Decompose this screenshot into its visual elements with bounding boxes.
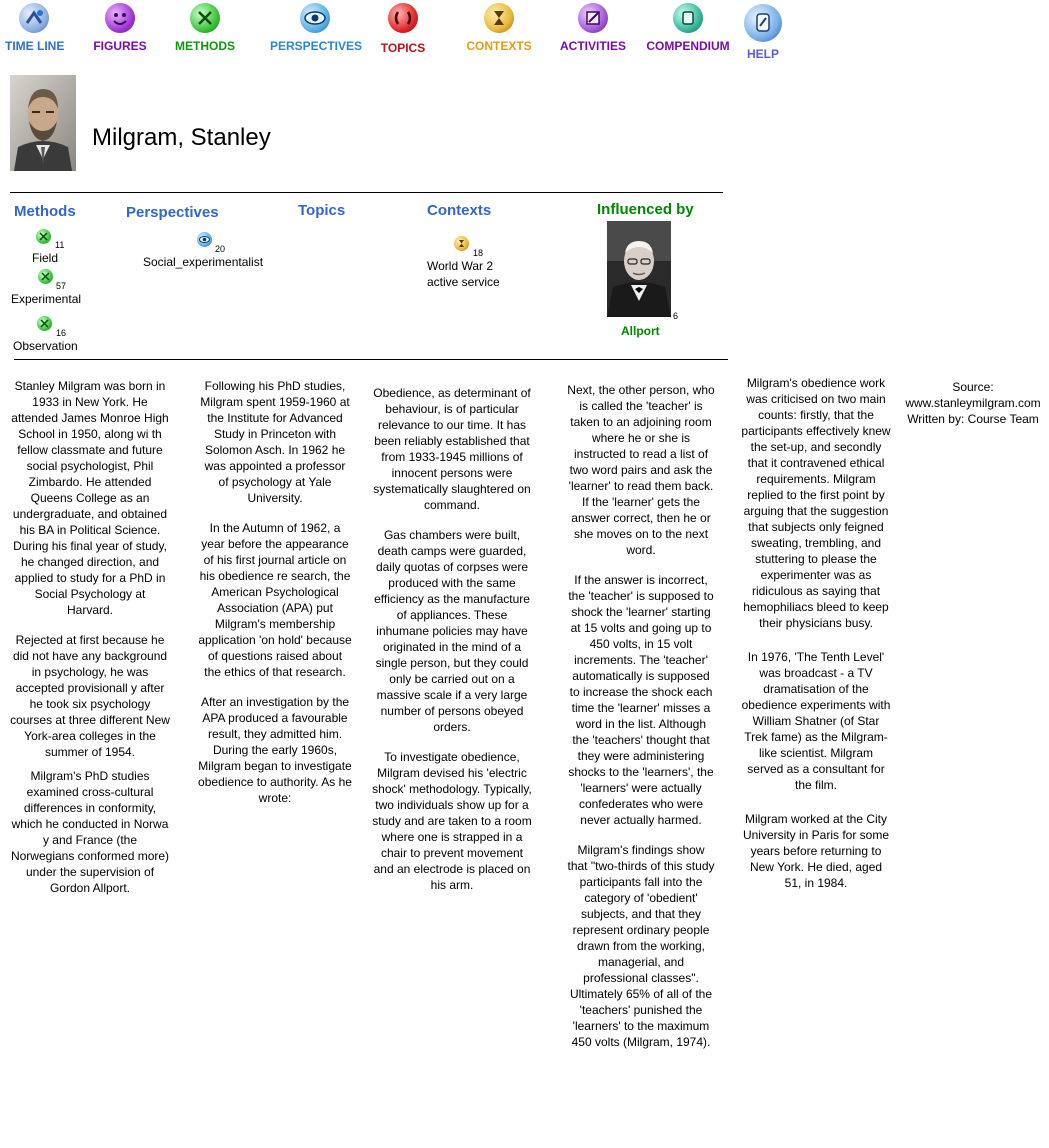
nav-figures[interactable] bbox=[92, 3, 148, 53]
col3-para-3: To investigate obedience, Milgram devised his 'electric shock' methodology. Typically, two individuals show up for a study and are taken to a room where one is strapped in a chair to prevent movement and an electrode is placed on his arm. bbox=[372, 750, 532, 892]
topics-icon bbox=[388, 3, 418, 33]
nav-perspectives-label: PERSPECTIVES bbox=[270, 39, 363, 53]
nav-contexts[interactable] bbox=[466, 3, 532, 53]
compendium-icon bbox=[673, 3, 703, 33]
context-ww2-label-2[interactable]: active service bbox=[427, 275, 500, 289]
milgram-portrait bbox=[10, 75, 76, 171]
allport-portrait[interactable] bbox=[607, 221, 671, 317]
divider-top bbox=[10, 192, 723, 193]
help-icon bbox=[744, 4, 782, 42]
context-ww2-label-1[interactable]: World War 2 bbox=[427, 259, 494, 273]
nav-help-label: HELP bbox=[746, 47, 779, 61]
source-column bbox=[897, 379, 1049, 427]
nav-compendium-label: COMPENDIUM bbox=[646, 39, 730, 53]
nav-activities-label: ACTIVITIES bbox=[560, 39, 627, 53]
perspective-social-label[interactable]: Social_experimentalist bbox=[143, 255, 264, 269]
col5-para-2: In 1976, 'The Tenth Level' was broadcast - a TV dramatisation of the obedience experiments with William Shatner (of Star Trek fame) as the Milgram-like scientist. Milgram served as a consultant for the film. bbox=[741, 650, 891, 792]
nav-topics-label: TOPICS bbox=[380, 41, 426, 55]
allport-count: 6 bbox=[673, 311, 679, 321]
nav-compendium[interactable] bbox=[646, 3, 730, 53]
col5-para-3: Milgram worked at the City University in Paris for some years before returning to New York. He died, aged 51, in 1984. bbox=[742, 812, 890, 890]
nav-activities[interactable] bbox=[560, 3, 626, 53]
figure-name: Milgram, Stanley bbox=[92, 124, 271, 151]
context-ww2-count: 18 bbox=[473, 248, 484, 258]
influenced-heading: Influenced by bbox=[597, 201, 694, 218]
text-column-4 bbox=[566, 382, 716, 1064]
text-column-3 bbox=[372, 385, 532, 907]
perspective-social-icon[interactable] bbox=[197, 232, 212, 247]
timeline-icon bbox=[19, 3, 49, 33]
col1-para-1: Stanley Milgram was born in 1933 in New York. He attended James Monroe High School in 1950, along wi th fellow classmate and future social psychologist, Phil Zimbardo. He attended Queens College as an undergraduate, and obtained his BA in Political Science. During his final year of study, he changed direction, and applied to study for a PhD in Social Psychology at Harvard. bbox=[11, 379, 169, 617]
perspective-social-count: 20 bbox=[215, 244, 226, 254]
context-ww2-icon[interactable] bbox=[454, 236, 469, 251]
col3-para-1: Obedience, as determinant of behaviour, is of particular relevance to our time. It has been reliably established that from 1933-1945 millions of innocent persons were systematically slaughtered on command. bbox=[373, 386, 531, 512]
nav-figures-label: FIGURES bbox=[93, 39, 147, 53]
activities-icon bbox=[578, 3, 608, 33]
col3-para-2: Gas chambers were built, death camps were guarded, daily quotas of corpses were produced with the same efficiency as the manufacture of appliances. These inhumane policies may have originated in the mind of a single person, but they could only be carried out on a massive scale if a very large number of persons obeyed orders. bbox=[374, 528, 530, 734]
method-field-label[interactable]: Field bbox=[32, 251, 59, 265]
col2-para-3: After an investigation by the APA produced a favourable result, they admitted him. During the early 1960s, Milgram began to investigate obedience to authority. As he wrote: bbox=[198, 695, 352, 805]
nav-timeline-label: TIME LINE bbox=[5, 39, 65, 53]
method-observation-count: 16 bbox=[56, 328, 67, 338]
figures-icon bbox=[105, 3, 135, 33]
contexts-heading: Contexts bbox=[427, 202, 492, 219]
divider-middle bbox=[14, 359, 728, 360]
source-label: Source: bbox=[952, 380, 994, 394]
col2-para-1: Following his PhD studies, Milgram spent 1959-1960 at the Institute for Advanced Study in Princeton with Solomon Asch. In 1962 he was appointed a professor of psychology at Yale University. bbox=[200, 379, 350, 505]
nav-perspectives[interactable] bbox=[270, 3, 363, 53]
col4-para-1: Next, the other person, who is called the 'teacher' is taken to an adjoining room where he or she is instructed to read a list of two word pairs and ask the 'learner' to read them back. If the 'learner' gets the answer correct, then he or she moves on to the next word. bbox=[567, 383, 715, 557]
methods-heading: Methods bbox=[14, 203, 76, 220]
col1-para-2: Rejected at first because he did not have any background in psychology, he was accepted provisionall y after he took six psychology courses at three different New York-area colleges in the summer of 1954. bbox=[10, 633, 170, 759]
method-experimental-count: 57 bbox=[56, 281, 67, 291]
source-url[interactable]: www.stanleymilgram.com bbox=[905, 396, 1041, 410]
method-field-count: 11 bbox=[55, 240, 65, 250]
contexts-icon bbox=[484, 3, 514, 33]
col2-para-2: In the Autumn of 1962, a year before the appearance of his first journal article on his obedience re search, the American Psychological Association (APA) put Milgram's membership application 'on hold' because of questions raised about the ethics of that research. bbox=[198, 521, 352, 679]
nav-timeline[interactable] bbox=[5, 3, 63, 53]
nav-methods[interactable] bbox=[174, 3, 236, 53]
perspectives-icon bbox=[300, 3, 330, 33]
col1-para-3: Milgram's PhD studies examined cross-cultural differences in conformity, which he conducted in Norwa y and France (the Norwegians conformed more) under the supervision of Gordon Allport. bbox=[10, 769, 170, 895]
text-column-5 bbox=[740, 375, 892, 905]
perspectives-heading: Perspectives bbox=[126, 204, 219, 221]
method-experimental-label[interactable]: Experimental bbox=[11, 292, 82, 306]
method-experimental-icon[interactable] bbox=[38, 269, 53, 284]
methods-icon bbox=[190, 3, 220, 33]
topics-heading: Topics bbox=[298, 202, 346, 219]
method-field-icon[interactable] bbox=[36, 229, 51, 244]
allport-name[interactable]: Allport bbox=[621, 324, 660, 338]
nav-topics[interactable] bbox=[378, 3, 428, 55]
method-observation-label[interactable]: Observation bbox=[13, 339, 78, 353]
nav-contexts-label: CONTEXTS bbox=[466, 39, 532, 53]
nav-help[interactable] bbox=[740, 4, 786, 61]
col4-para-3: Milgram's findings show that "two-thirds of this study participants fall into the category of 'obedient' subjects, and that they represent ordinary people drawn from the working, managerial, and professional classes". Ultimately 65% of all of the 'teachers' punished the 'learners' to the maximum 450 volts (Milgram, 1974). bbox=[567, 843, 715, 1049]
text-column-2 bbox=[198, 378, 352, 820]
text-column-1 bbox=[10, 378, 170, 910]
col5-para-1: Milgram's obedience work was criticised on two main counts: firstly, that the participants effectively knew the set-up, and secondly that it contravened ethical requirements. Milgram replied to the first point by arguing that the suggestion that subjects only feigned sweating, trembling, and stuttering to please the experimenter was as ridiculous as saying that hemophiliacs bleed to keep their physicians busy. bbox=[741, 376, 891, 630]
col4-para-2: If the answer is incorrect, the 'teacher' is supposed to shock the 'learner' starting at 15 volts and going up to 450 volts, in 15 volt increments. The 'teacher' automatically is supposed to increase the shock each time the 'learner' misses a word in the list. Although the 'teachers' thought that they were administering shocks to the 'learners', the 'learners' were actually confederates who were never actually harmed. bbox=[568, 573, 714, 827]
method-observation-icon[interactable] bbox=[37, 316, 52, 331]
nav-methods-label: METHODS bbox=[175, 39, 235, 53]
source-author: Written by: Course Team bbox=[907, 412, 1039, 426]
